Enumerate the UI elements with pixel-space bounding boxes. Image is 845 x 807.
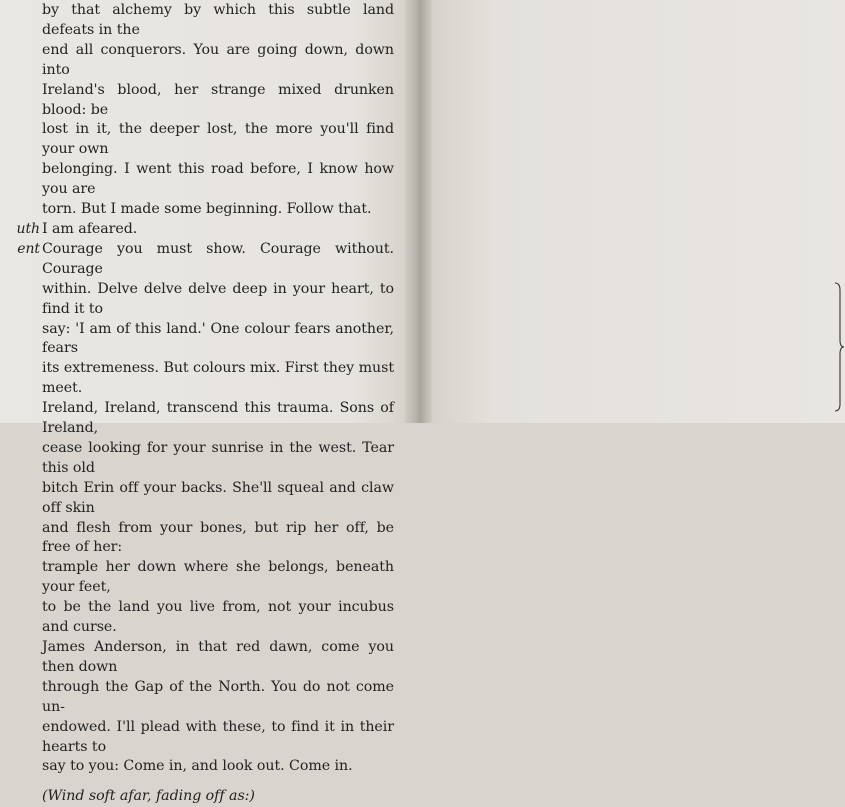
text-line: through the Gap of the North. You do not come un-	[42, 678, 394, 715]
text-line: Ireland, Ireland, transcend this trauma. Sons of Ireland,	[42, 400, 394, 437]
text-line: lost in it, the deeper lost, the more you'll find your own	[42, 121, 394, 158]
text-line: trample her down where she belongs, beneath your feet,	[42, 559, 394, 596]
text-line: to be the land you live from, not your incubus and curse.	[42, 599, 394, 636]
text-line: I am afeared.	[42, 220, 138, 237]
speaker-name: ent	[17, 240, 40, 257]
text-line: cease looking for your sunrise in the west. Tear this old	[42, 439, 394, 476]
text-line: Ireland's blood, her strange mixed drunken blood: be	[42, 81, 394, 118]
text-line: and flesh from your bones, but rip her off, be free of her:	[42, 519, 394, 556]
text-line: James Anderson, in that red dawn, come you then down	[42, 639, 394, 675]
text-line: its extremeness. But colours mix. First they must meet.	[42, 360, 394, 397]
book-gutter	[405, 0, 435, 423]
speech-continuation	[42, 41, 394, 220]
text-line: end all conquerors. You are going down, down into	[42, 41, 394, 78]
text-line: bitch Erin off your backs. She'll squeal and claw off skin	[42, 479, 394, 516]
right-page	[432, 0, 845, 423]
text-line: within. Delve delve delve deep in your heart, to find it to	[42, 280, 394, 317]
speaker-name: uth	[16, 220, 40, 237]
text-line: by that alchemy by which this subtle land defeats in the	[42, 2, 394, 38]
left-page-text	[16, 0, 394, 807]
stage-direction: (Wind soft afar, fading off as:)	[42, 788, 255, 805]
speech-youth	[16, 220, 394, 240]
text-line: say: 'I am of this land.' One colour fears another, fears	[42, 320, 394, 357]
text-line: belonging. I went this road before, I know how you are	[42, 161, 394, 198]
text-line: Courage you must show. Courage without. Courage	[42, 240, 394, 277]
speech-ent	[17, 240, 394, 777]
right-brace-icon	[834, 282, 844, 412]
text-line: say to you: Come in, and look out. Come in.	[42, 758, 353, 775]
text-line: torn. But I made some beginning. Follow that.	[42, 201, 372, 218]
text-line: endowed. I'll plead with these, to find it in their hearts to	[42, 718, 394, 755]
